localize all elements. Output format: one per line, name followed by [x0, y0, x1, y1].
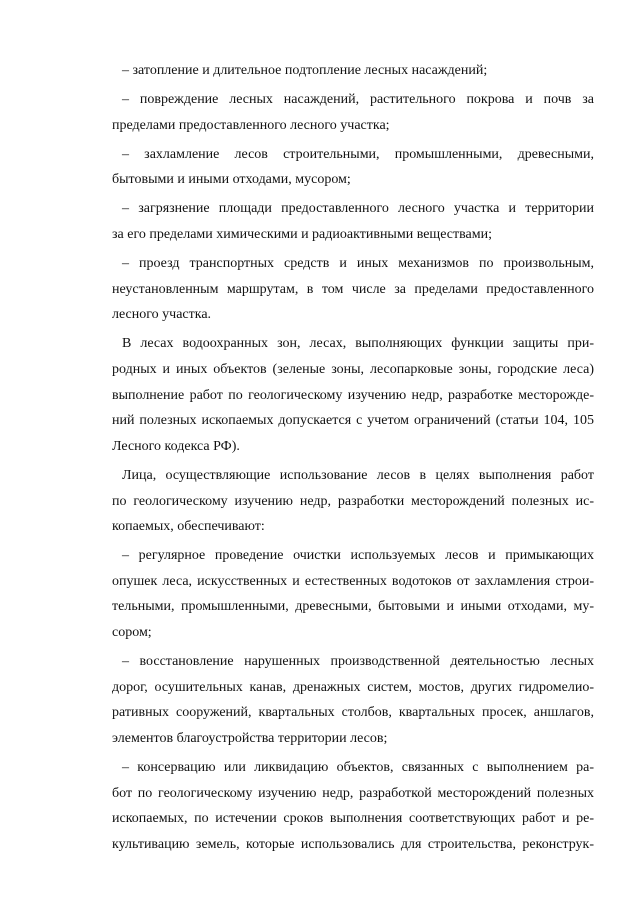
text-line: пределами предоставленного лесного участка;: [112, 117, 390, 133]
text-line: Лесного кодекса РФ).: [112, 438, 240, 454]
text-line: – повреждение лесных насаждений, растительного покрова и почв за: [122, 92, 594, 108]
text-line: бытовыми и иными отходами, мусором;: [112, 172, 351, 188]
text-line: родных и иных объектов (зеленые зоны, лесопарковые зоны, городские леса): [112, 362, 594, 378]
text-line: элементов благоустройства территории лесов;: [112, 730, 388, 746]
paragraph: [112, 649, 594, 751]
paragraph: [112, 251, 594, 328]
text-line: – загрязнение площади предоставленного лесного участка и территории: [122, 201, 594, 217]
text-line: дорог, осушительных канав, дренажных систем, мостов, других гидромелио-: [112, 679, 594, 695]
text-line: сором;: [112, 624, 152, 640]
text-line: выполнение работ по геологическому изучению недр, разработке месторожде-: [112, 387, 594, 403]
paragraph: [112, 142, 594, 193]
paragraph: [112, 463, 594, 540]
text-line: тельными, промышленными, древесными, бытовыми и иными отходами, му-: [112, 599, 594, 615]
paragraph: [112, 543, 594, 645]
text-line: – захламление лесов строительными, промышленными, древесными,: [122, 146, 594, 162]
text-line: – консервацию или ликвидацию объектов, связанных с выполнением ра-: [122, 759, 594, 775]
text-line: Лица, осуществляющие использование лесов в целях выполнения работ: [122, 467, 594, 483]
text-line: культивацию земель, которые использовались для строительства, реконструк-: [112, 836, 594, 852]
paragraph: [112, 196, 594, 247]
text-line: – затопление и длительное подтопление лесных насаждений;: [122, 63, 488, 78]
text-line: лесного участка.: [112, 307, 212, 323]
paragraph: [112, 87, 594, 138]
text-line: – восстановление нарушенных производственной деятельностью лесных: [122, 654, 594, 670]
text-line: – проезд транспортных средств и иных механизмов по произвольным,: [122, 256, 594, 272]
text-line: ископаемых, по истечении сроков выполнения соответствующих работ и ре-: [112, 811, 594, 827]
text-line: опушек леса, искусственных и естественных водотоков от захламления строи-: [112, 573, 594, 589]
text-line: по геологическому изучению недр, разработки месторождений полезных ис-: [112, 493, 594, 509]
text-line: неустановленным маршрутам, в том числе за пределами предоставленного: [112, 281, 594, 297]
paragraph: [112, 58, 594, 84]
text-line: В лесах водоохранных зон, лесах, выполняющих функции защиты при-: [122, 336, 594, 352]
body-text: [112, 58, 594, 857]
text-line: копаемых, обеспечивают:: [112, 519, 265, 535]
text-line: бот по геологическому изучению недр, разработкой месторождений полезных: [112, 785, 594, 801]
text-line: ний полезных ископаемых допускается с учетом ограничений (статьи 104, 105: [112, 413, 594, 429]
text-line: ративных сооружений, квартальных столбов, квартальных просек, аншлагов,: [112, 705, 594, 721]
text-line: за его пределами химическими и радиоактивными веществами;: [112, 227, 492, 243]
text-line: – регулярное проведение очистки используемых лесов и примыкающих: [122, 548, 594, 564]
paragraph: [112, 331, 594, 459]
paragraph: [112, 755, 594, 857]
